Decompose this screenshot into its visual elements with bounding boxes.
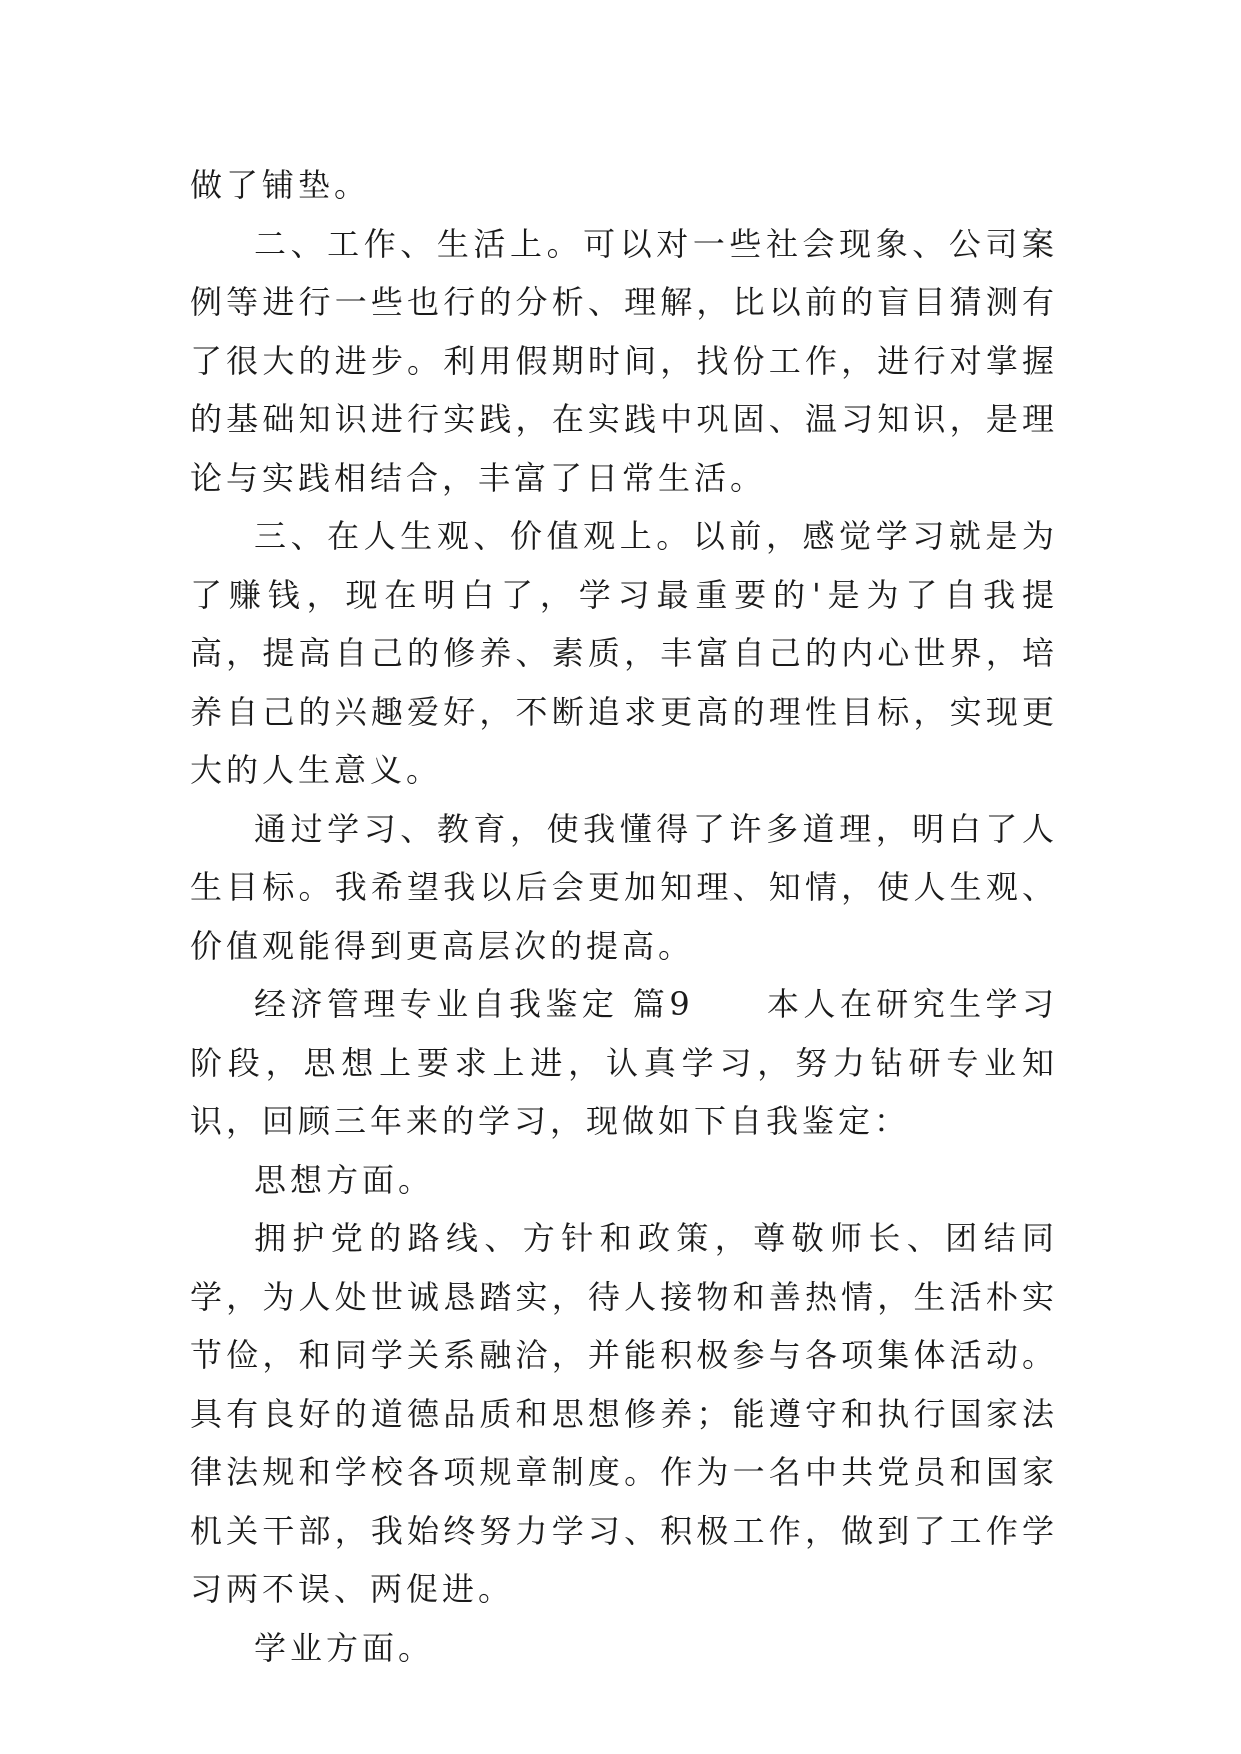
- document-body: [190, 156, 1058, 1677]
- heading-thought: 思想方面。: [254, 1160, 435, 1199]
- paragraph-section-9-intro: 经济管理专业自我鉴定 篇9 本人在研究生学习阶段，思想上要求上进，认真学习，努力钻研专业知识，回顾三年来的学习，现做如下自我鉴定：: [190, 985, 1058, 1140]
- heading-academic: 学业方面。: [254, 1628, 435, 1667]
- paragraph-summary: 通过学习、教育，使我懂得了许多道理，明白了人生目标。我希望我以后会更加知理、知情，使人生观、价值观能得到更高层次的提高。: [190, 809, 1058, 965]
- paragraph-values: 三、在人生观、价值观上。以前，感觉学习就是为了赚钱，现在明白了，学习最重要的'是为了自我提高，提高自己的修养、素质，丰富自己的内心世界，培养自己的兴趣爱好，不断追求更高的理性目标，实现更大的人生意义。: [190, 517, 1058, 789]
- paragraph-continuation: 做了铺垫。: [190, 166, 371, 204]
- paragraph-thought: 拥护党的路线、方针和政策，尊敬师长、团结同学，为人处世诚恳踏实，待人接物和善热情，生活朴实节俭，和同学关系融洽，并能积极参与各项集体活动。具有良好的道德品质和思想修养；能遵守和执行国家法律法规和学校各项规章制度。作为一名中共党员和国家机关干部，我始终努力学习、积极工作，做到了工作学习两不误、两促进。: [190, 1219, 1058, 1608]
- paragraph-work-life: 二、工作、生活上。可以对一些社会现象、公司案例等进行一些也行的分析、理解，比以前的盲目猜测有了很大的进步。利用假期时间，找份工作，进行对掌握的基础知识进行实践，在实践中巩固、温习知识，是理论与实践相结合，丰富了日常生活。: [190, 224, 1058, 497]
